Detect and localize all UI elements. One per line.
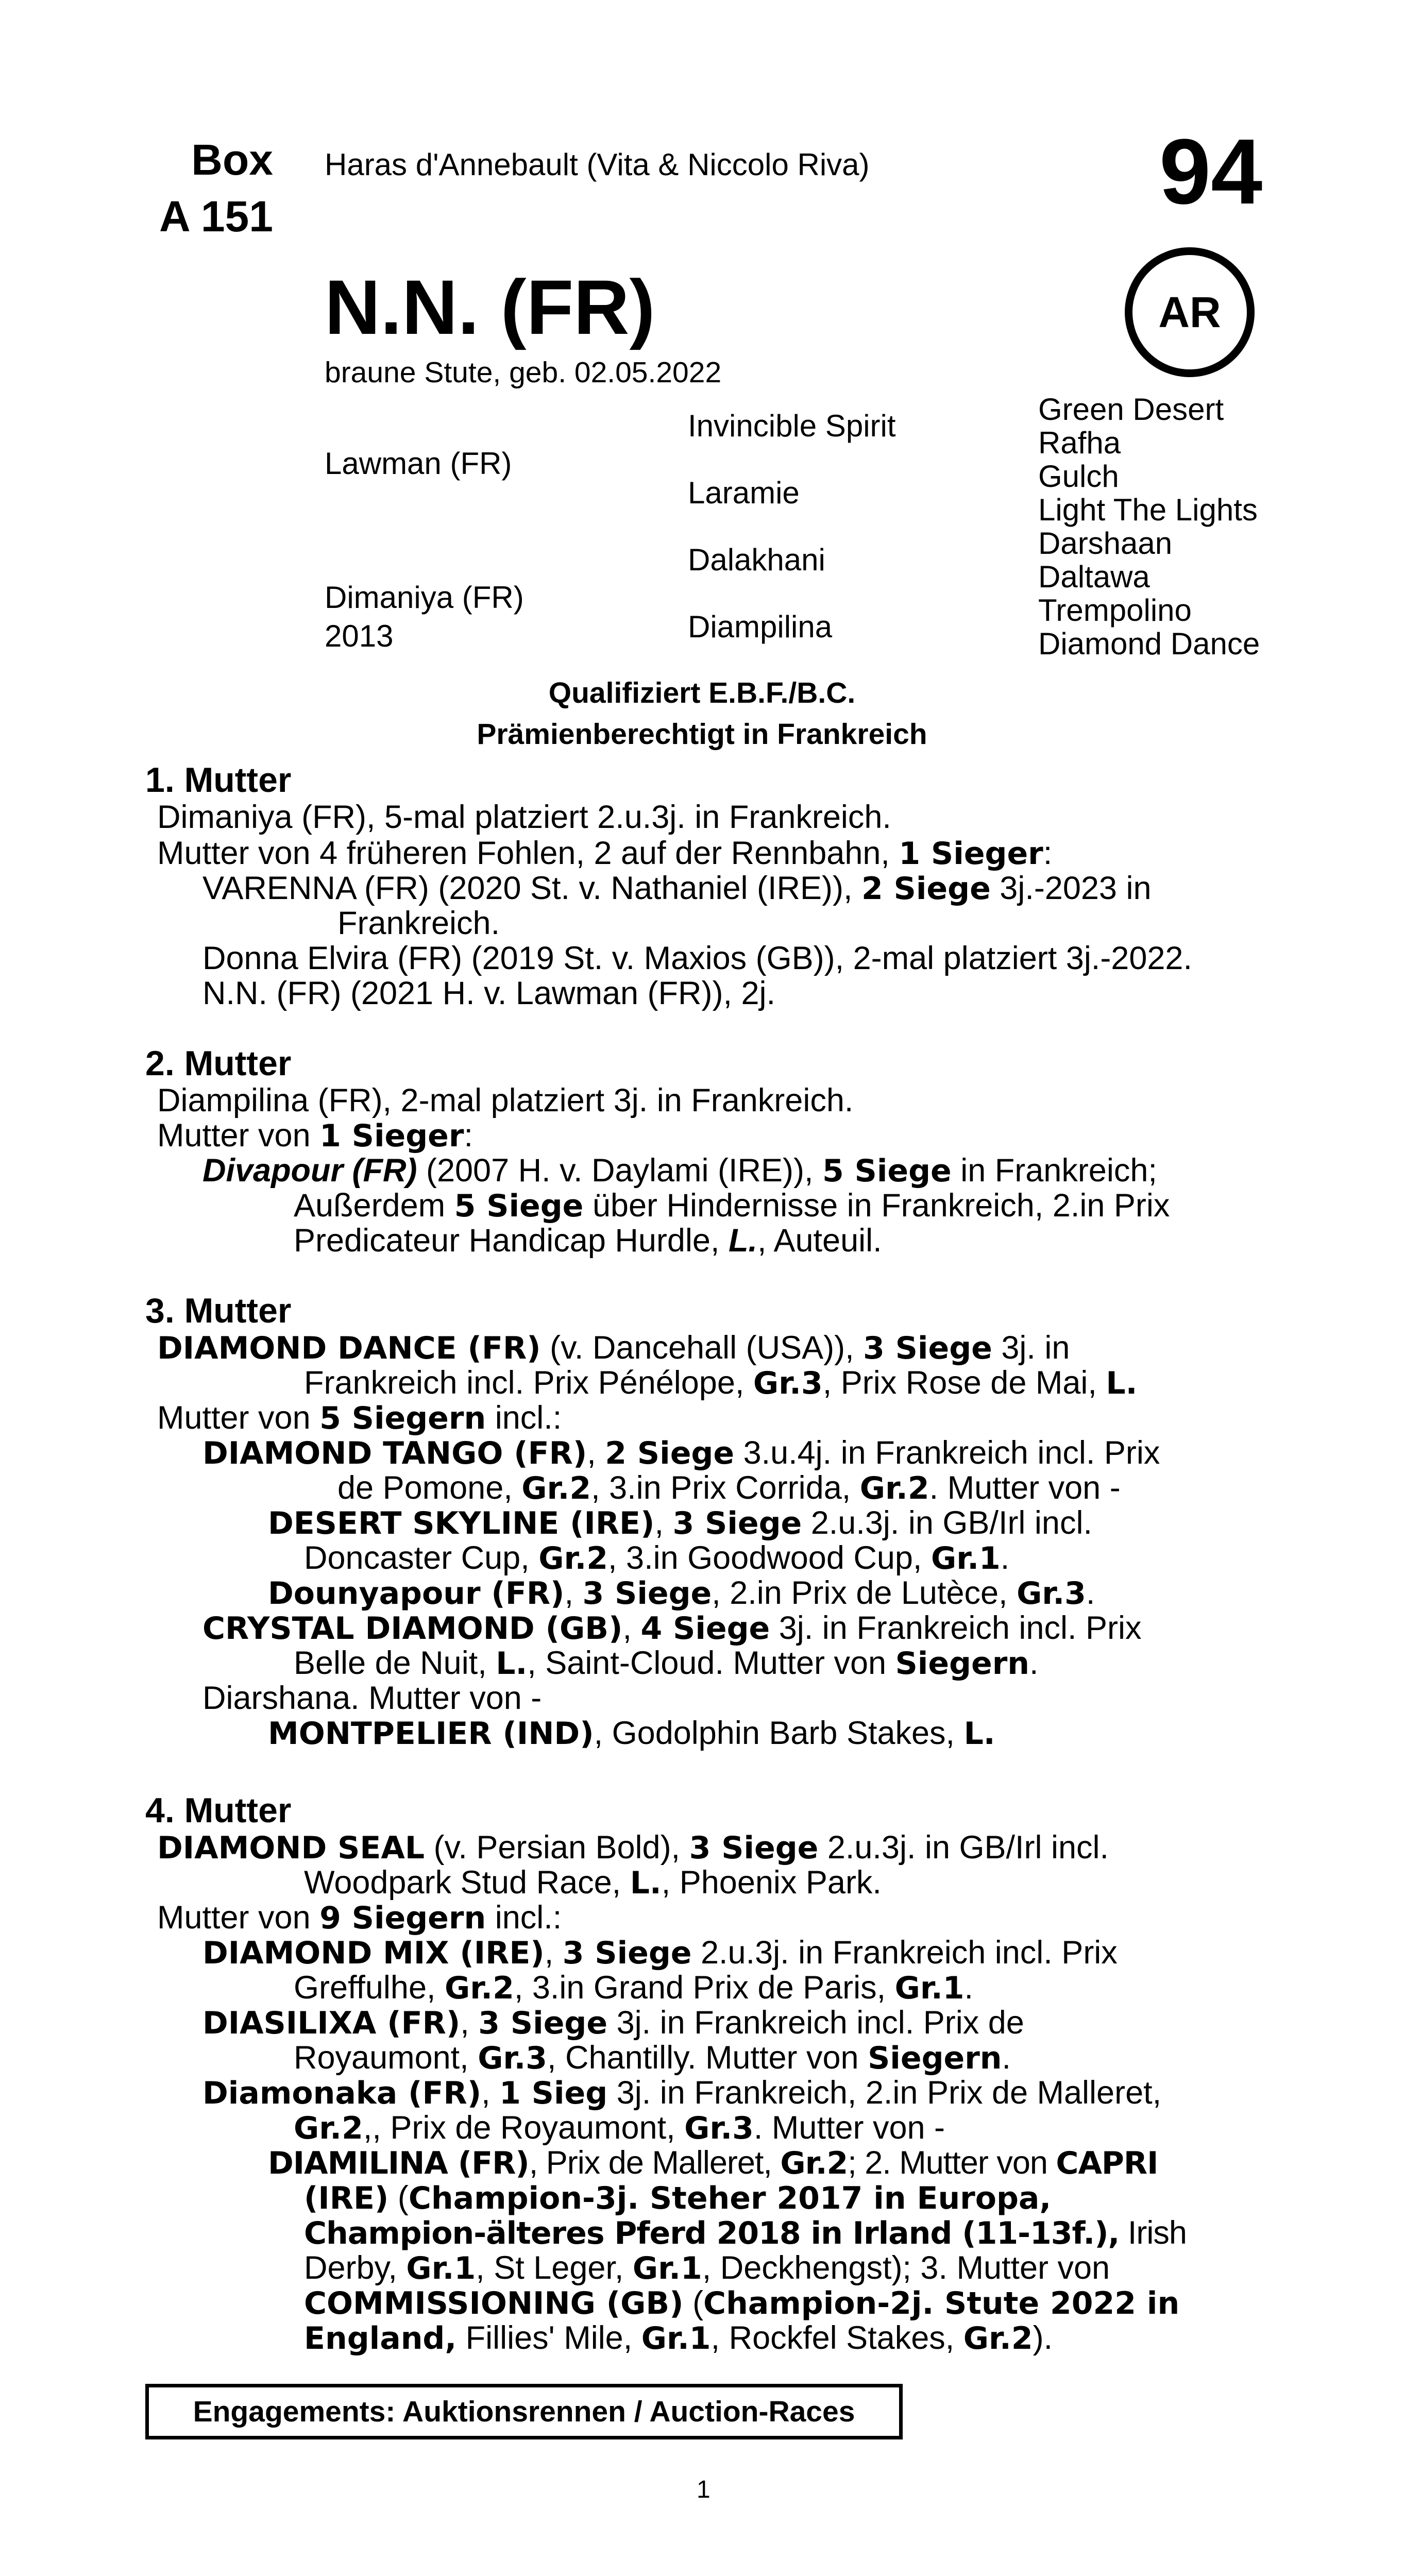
- dam3-line: [268, 1715, 995, 1752]
- horse: CRYSTAL DIAMOND (GB): [202, 1611, 623, 1647]
- dam2-line: [294, 1187, 1170, 1224]
- text: . Mutter von -: [753, 2110, 945, 2146]
- dam4-line: [202, 2004, 1024, 2041]
- grade: Gr.2: [780, 2145, 848, 2181]
- dam3-line: [304, 1539, 1009, 1577]
- horse: Divapour (FR): [202, 1153, 417, 1189]
- champion-title: Champion-älteres Pferd 2018 in Irland (11-13f.),: [304, 2215, 1120, 2251]
- wins: 5 Siege: [454, 1188, 584, 1224]
- text: , Chantilly. Mutter von: [547, 2040, 868, 2076]
- wins: 4 Siege: [640, 1611, 770, 1647]
- dam4-line: [304, 2284, 1179, 2321]
- grade: L.: [963, 1716, 995, 1752]
- grade: Gr.2: [538, 1540, 608, 1577]
- grade: L.: [630, 1865, 662, 1901]
- grade: L.: [1106, 1365, 1138, 1401]
- text: Außerdem: [294, 1188, 454, 1224]
- text: 3j. in Frankreich incl. Prix de: [607, 2005, 1024, 2041]
- text: VARENNA (FR) (2020 St. v. Nathaniel (IRE)),: [202, 870, 862, 906]
- text: , 3.in Prix Corrida,: [591, 1470, 860, 1506]
- grade: Gr.2: [963, 2320, 1033, 2357]
- wins: 3 Siege: [689, 1830, 819, 1866]
- wins: 3 Siege: [478, 2005, 608, 2041]
- horse: CAPRI: [1056, 2145, 1158, 2181]
- pedigree-dam: Dimaniya (FR): [325, 580, 524, 615]
- winners: Siegern: [895, 1646, 1029, 1682]
- winners-count: 5 Siegern: [319, 1400, 486, 1436]
- dam4-line: [304, 2214, 1187, 2251]
- text: 3j. in Frankreich, 2.in Prix de Malleret,: [607, 2075, 1162, 2111]
- text: Fillies' Mile,: [456, 2320, 641, 2356]
- engagements-box: [145, 2384, 903, 2439]
- pedigree-great-grandparent: Darshaan: [1038, 526, 1173, 561]
- dam2-line: [294, 1222, 882, 1259]
- text: Mutter von: [157, 1400, 320, 1436]
- dam3-heading: 3. Mutter: [145, 1291, 292, 1330]
- dam3-line: Diarshana. Mutter von -: [202, 1680, 542, 1716]
- text: , Saint-Cloud. Mutter von: [527, 1645, 895, 1681]
- dam3-line: [202, 1609, 1141, 1647]
- ar-badge: [1125, 247, 1255, 377]
- champion-title: Champion-2j. Stute 2022 in: [703, 2285, 1180, 2321]
- wins: 2 Siege: [861, 871, 991, 907]
- text: Frankreich incl. Prix Pénélope,: [304, 1365, 753, 1401]
- text: Doncaster Cup,: [304, 1540, 539, 1576]
- wins: 3 Siege: [863, 1330, 992, 1366]
- wins: 1 Sieg: [499, 2075, 608, 2111]
- text: .: [1086, 1575, 1095, 1611]
- text: ,, Prix de Royaumont,: [363, 2110, 685, 2146]
- text: 3j.-2023 in: [990, 870, 1152, 906]
- text: 2.u.3j. in GB/Irl incl.: [802, 1505, 1092, 1541]
- text: 2.u.3j. in GB/Irl incl.: [818, 1829, 1109, 1866]
- horse: DIAMOND MIX (IRE): [202, 1935, 545, 1971]
- wins: 3 Siege: [582, 1575, 712, 1612]
- text: incl.:: [486, 1400, 562, 1436]
- text: Royaumont,: [294, 2040, 478, 2076]
- pedigree-great-grandparent: Light The Lights: [1038, 493, 1258, 527]
- grade: Gr.1: [931, 1540, 1001, 1577]
- text: , Godolphin Barb Stakes,: [594, 1715, 964, 1751]
- horse: DIAMOND SEAL: [157, 1830, 425, 1866]
- pedigree-great-grandparent: Daltawa: [1038, 560, 1150, 594]
- grade: Gr.3: [1017, 1575, 1086, 1612]
- text: Mutter von 4 früheren Fohlen, 2 auf der Rennbahn,: [157, 835, 899, 871]
- text: .: [1002, 2040, 1011, 2076]
- pedigree-great-grandparent: Gulch: [1038, 459, 1119, 494]
- text: Belle de Nuit,: [294, 1645, 496, 1681]
- pedigree-grandparent: Dalakhani: [688, 543, 825, 577]
- grade: Gr.1: [406, 2250, 476, 2286]
- text: .: [1029, 1645, 1039, 1681]
- text: , 3.in Goodwood Cup,: [608, 1540, 931, 1576]
- text: , St Leger,: [476, 2250, 633, 2286]
- dam4-line: [202, 2074, 1161, 2111]
- text: ,: [622, 1610, 641, 1646]
- text: Mutter von: [157, 1900, 320, 1936]
- horse: DIAMOND DANCE (FR): [157, 1330, 541, 1366]
- grade: Gr.1: [641, 2320, 711, 2357]
- dam3-line: [268, 1574, 1095, 1612]
- grade: Gr.3: [684, 2110, 754, 2146]
- text: Woodpark Stud Race,: [304, 1865, 630, 1901]
- owner: Haras d'Annebault (Vita & Niccolo Riva): [325, 147, 870, 182]
- dam4-line: [202, 1934, 1118, 1971]
- winners-count: 9 Siegern: [319, 1900, 486, 1936]
- text: 2.u.3j. in Frankreich incl. Prix: [691, 1935, 1118, 1971]
- text: , 3.in Grand Prix de Paris,: [514, 1970, 895, 2006]
- dam4-line: [157, 1899, 562, 1936]
- winners-count: 1 Sieger: [319, 1118, 464, 1154]
- text: de Pomone,: [337, 1470, 522, 1506]
- text: 3j. in Frankreich incl. Prix: [770, 1610, 1142, 1646]
- champion-title: Champion-3j. Steher 2017 in Europa,: [408, 2180, 1052, 2216]
- text: ,: [481, 2075, 500, 2111]
- wins: 2 Siege: [605, 1435, 735, 1471]
- text: ).: [1033, 2320, 1053, 2356]
- text: Mutter von: [157, 1117, 320, 1154]
- text: , Phoenix Park.: [661, 1865, 882, 1901]
- text: , 2.in Prix de Lutèce,: [712, 1575, 1017, 1611]
- dam2-line: Diampilina (FR), 2-mal platziert 3j. in Frankreich.: [157, 1082, 854, 1118]
- dam4-line: [268, 2144, 1158, 2181]
- grade: Gr.2: [859, 1470, 929, 1506]
- dam4-line: [304, 2249, 1110, 2286]
- wins: 5 Siege: [822, 1153, 952, 1189]
- dam1-line: Frankreich.: [337, 905, 500, 941]
- grade: Gr.2: [294, 2110, 363, 2146]
- text: . Mutter von -: [929, 1470, 1121, 1506]
- text: Greffulhe,: [294, 1970, 445, 2006]
- text: (v. Dancehall (USA)),: [540, 1330, 864, 1366]
- pedigree-grandparent: Laramie: [688, 476, 800, 510]
- dam4-line: [157, 1829, 1109, 1866]
- text: über Hindernisse in Frankreich, 2.in Prix: [583, 1188, 1170, 1224]
- horse: DIASILIXA (FR): [202, 2005, 461, 2041]
- dam3-line: [268, 1504, 1092, 1541]
- dam4-line: [294, 1969, 973, 2006]
- dam3-line: [157, 1329, 1070, 1366]
- text: , Prix Rose de Mai,: [822, 1365, 1106, 1401]
- horse: Diamonaka (FR): [202, 2075, 482, 2111]
- grade: Gr.2: [521, 1470, 591, 1506]
- dam4-line: [304, 2179, 1051, 2216]
- dam1-line: N.N. (FR) (2021 H. v. Lawman (FR)), 2j.: [202, 975, 776, 1011]
- grade: L.: [728, 1223, 757, 1259]
- dam4-line: [294, 2109, 945, 2146]
- grade: Gr.3: [478, 2040, 548, 2076]
- text: , Rockfel Stakes,: [711, 2320, 963, 2356]
- text: (2007 H. v. Daylami (IRE)),: [417, 1153, 822, 1189]
- text: 3.u.4j. in Frankreich incl. Prix: [734, 1435, 1160, 1471]
- pedigree-great-grandparent: Diamond Dance: [1038, 626, 1260, 661]
- engagements-label: Engagements: Auktionsrennen / Auction-Races: [193, 2395, 855, 2428]
- horse: DIAMOND TANGO (FR): [202, 1435, 587, 1471]
- text: in Frankreich;: [951, 1153, 1157, 1189]
- qualification-line: Qualifiziert E.B.F./B.C.: [548, 676, 856, 709]
- pedigree-great-grandparent: Trempolino: [1038, 593, 1192, 628]
- text: , Deckhengst); 3. Mutter von: [702, 2250, 1110, 2286]
- dam4-line: [304, 1864, 882, 1901]
- horse-name: N.N. (FR): [325, 264, 655, 350]
- dam3-line: [337, 1469, 1121, 1506]
- dam2-heading: 2. Mutter: [145, 1044, 292, 1083]
- winners: Siegern: [868, 2040, 1002, 2076]
- champion-title: England,: [304, 2320, 457, 2357]
- grade: Gr.2: [445, 1970, 514, 2006]
- text: ,: [544, 1935, 563, 1971]
- premium-line: Prämienberechtigt in Frankreich: [477, 718, 927, 751]
- dam3-line: [202, 1434, 1160, 1471]
- dam3-line: [304, 1364, 1137, 1401]
- grade: L.: [496, 1646, 528, 1682]
- text: incl.:: [486, 1900, 562, 1936]
- text: ,: [460, 2005, 479, 2041]
- grade: Gr.1: [632, 2250, 702, 2286]
- text: 3j. in: [992, 1330, 1070, 1366]
- text: (: [683, 2285, 704, 2321]
- box-number: A 151: [159, 192, 273, 241]
- dam1-line: Dimaniya (FR), 5-mal platziert 2.u.3j. in Frankreich.: [157, 799, 891, 835]
- ar-badge-label: AR: [1158, 287, 1221, 336]
- text: :: [464, 1117, 473, 1154]
- page-number: 1: [697, 2476, 711, 2503]
- dam3-line: [157, 1399, 562, 1436]
- text: .: [964, 1970, 973, 2006]
- text: ,: [564, 1575, 583, 1611]
- text: ,: [587, 1435, 605, 1471]
- text: , Auteuil.: [757, 1223, 882, 1259]
- horse: (IRE): [304, 2180, 389, 2216]
- text: Derby,: [304, 2250, 407, 2286]
- pedigree-dam-year: 2013: [325, 619, 394, 653]
- grade: Gr.1: [894, 1970, 965, 2006]
- pedigree-sire: Lawman (FR): [325, 446, 512, 481]
- winners-count: 1 Sieger: [899, 836, 1043, 872]
- box-label: Box: [191, 135, 273, 184]
- pedigree-great-grandparent: Green Desert: [1038, 392, 1224, 427]
- horse: MONTPELIER (IND): [268, 1716, 594, 1752]
- wins: 3 Siege: [562, 1935, 692, 1971]
- pedigree-great-grandparent: Rafha: [1038, 426, 1121, 460]
- text: , Prix de Malleret,: [529, 2145, 781, 2181]
- text: Irish: [1119, 2215, 1187, 2251]
- dam1-line: [202, 870, 1152, 907]
- dam2-line: [157, 1117, 473, 1154]
- text: Predicateur Handicap Hurdle,: [294, 1223, 729, 1259]
- text: :: [1043, 835, 1053, 871]
- wins: 3 Siege: [672, 1505, 802, 1541]
- dam4-heading: 4. Mutter: [145, 1791, 292, 1830]
- pedigree-grandparent: Diampilina: [688, 609, 833, 644]
- grade: Gr.3: [753, 1365, 823, 1401]
- lot-number: 94: [1159, 120, 1263, 224]
- dam4-line: [294, 2039, 1011, 2076]
- horse-description: braune Stute, geb. 02.05.2022: [325, 356, 722, 389]
- text: (: [388, 2180, 409, 2216]
- pedigree-grandparent: Invincible Spirit: [688, 409, 896, 443]
- dam2-line: [202, 1152, 1157, 1189]
- horse: Dounyapour (FR): [268, 1575, 565, 1612]
- horse: DESERT SKYLINE (IRE): [268, 1505, 655, 1541]
- horse: COMMISSIONING (GB): [304, 2285, 684, 2321]
- dam1-line: Donna Elvira (FR) (2019 St. v. Maxios (GB)), 2-mal platziert 3j.-2022.: [202, 940, 1192, 976]
- dam4-line: [304, 2319, 1053, 2357]
- text: .: [1000, 1540, 1010, 1576]
- dam3-line: [294, 1645, 1039, 1682]
- text: (v. Persian Bold),: [425, 1829, 689, 1866]
- text: ,: [654, 1505, 673, 1541]
- dam1-line: [157, 835, 1052, 872]
- text: ; 2. Mutter von: [848, 2145, 1056, 2181]
- dam1-heading: 1. Mutter: [145, 760, 292, 800]
- horse: DIAMILINA (FR): [268, 2145, 529, 2181]
